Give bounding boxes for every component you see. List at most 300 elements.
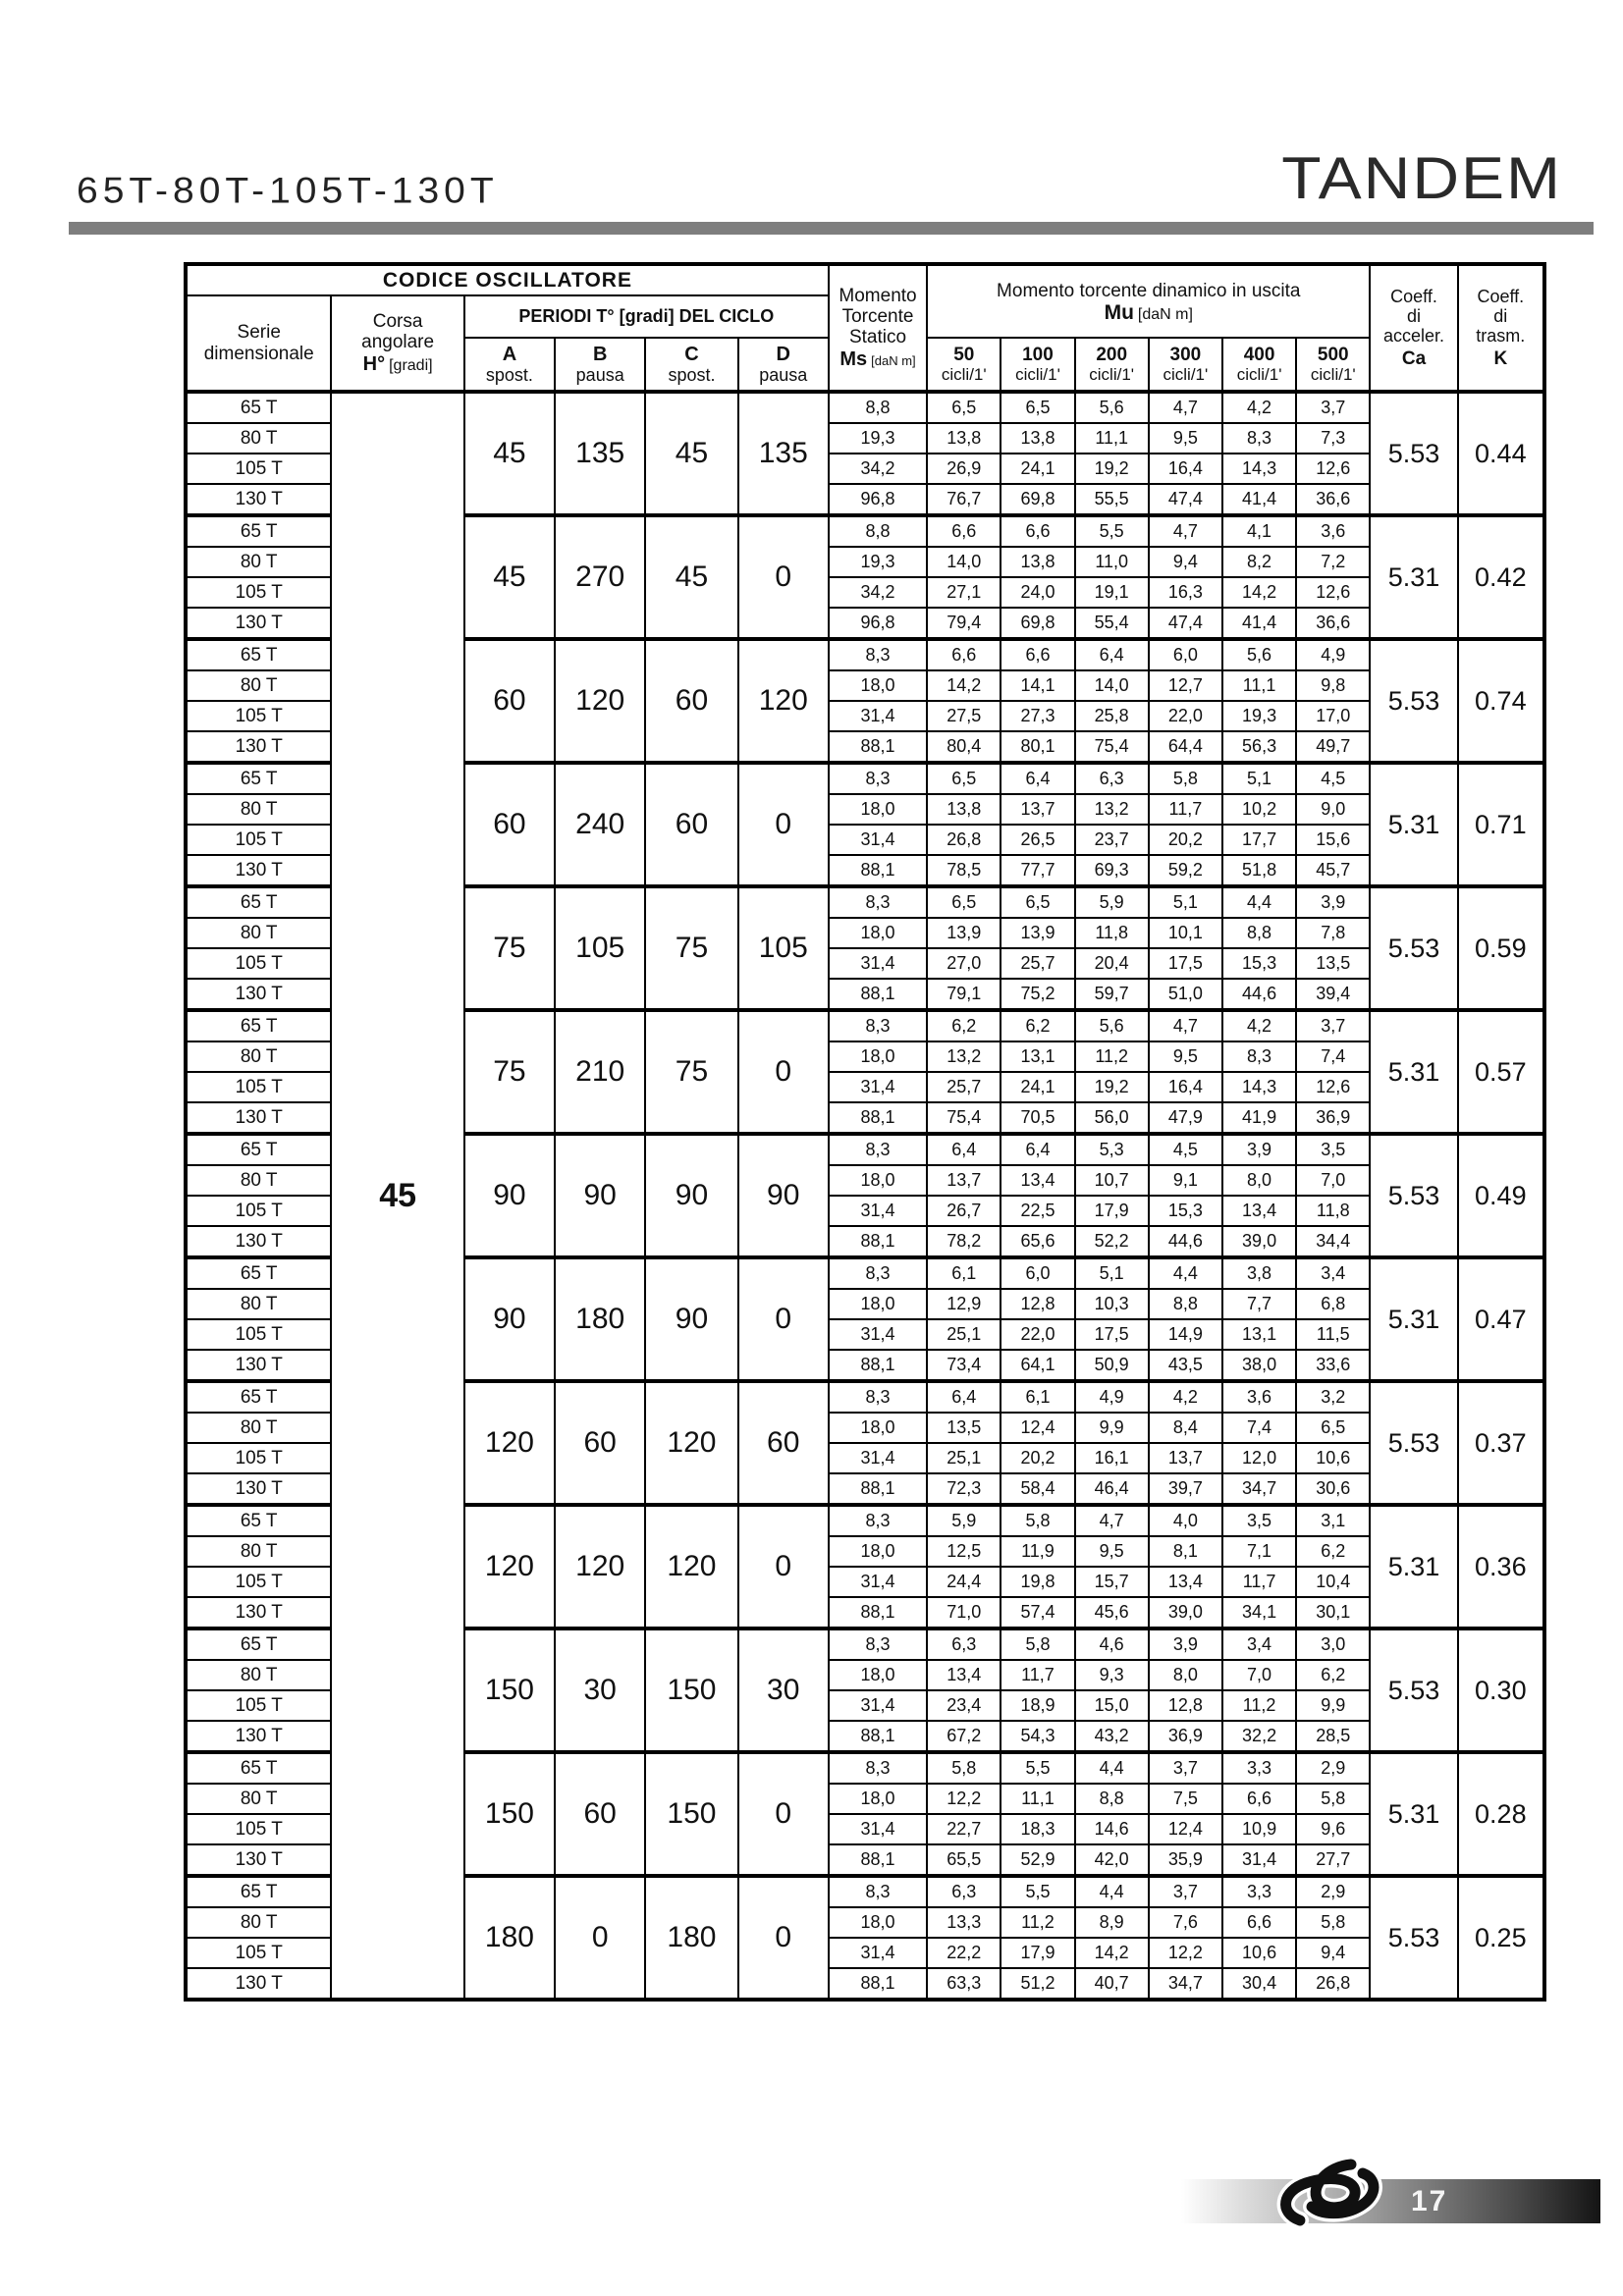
- mu-value: 13,5: [927, 1413, 1001, 1443]
- cicli-500-header: [1296, 338, 1370, 392]
- mu-value: 18,3: [1001, 1814, 1074, 1844]
- mu-value: 13,1: [1001, 1041, 1074, 1072]
- mu-value: 5,5: [1001, 1876, 1074, 1907]
- mu-value: 7,1: [1222, 1536, 1296, 1567]
- mu-value: 3,4: [1296, 1257, 1370, 1289]
- mu-value: 18,9: [1001, 1690, 1074, 1721]
- ms-value: 88,1: [829, 731, 927, 763]
- mu-value: 4,5: [1149, 1134, 1222, 1165]
- mu-value: 42,0: [1075, 1844, 1149, 1876]
- ca-line-1: Coeff.: [1390, 287, 1437, 307]
- mu-value: 10,3: [1075, 1289, 1149, 1319]
- mu-value: 8,8: [1222, 918, 1296, 948]
- mu-value: 12,2: [927, 1784, 1001, 1814]
- mu-value: 17,5: [1075, 1319, 1149, 1350]
- mu-value: 3,5: [1296, 1134, 1370, 1165]
- mu-value: 16,3: [1149, 577, 1222, 608]
- period-a-value: 75: [464, 1010, 555, 1134]
- mu-value: 17,7: [1222, 825, 1296, 855]
- mu-value: 9,3: [1075, 1660, 1149, 1690]
- period-c-header: [645, 338, 737, 392]
- serie-label: 80 T: [186, 1413, 331, 1443]
- mu-value: 6,0: [1149, 639, 1222, 670]
- mu-value: 40,7: [1075, 1968, 1149, 2000]
- serie-label: 80 T: [186, 547, 331, 577]
- mu-value: 6,5: [927, 392, 1001, 423]
- k-line-2: di: [1493, 306, 1508, 327]
- ms-value: 8,3: [829, 1876, 927, 1907]
- mu-value: 44,6: [1222, 979, 1296, 1010]
- mu-value: 11,1: [1222, 670, 1296, 701]
- period-b-value: 60: [555, 1752, 645, 1876]
- mu-value: 27,7: [1296, 1844, 1370, 1876]
- k-value: 0.25: [1458, 1876, 1544, 2000]
- corsa-symbol-line: [362, 352, 433, 375]
- ms-line-1: Momento: [839, 285, 917, 306]
- ca-value: 5.53: [1370, 1876, 1457, 2000]
- mu-value: 19,3: [1222, 701, 1296, 731]
- mu-value: 13,4: [1222, 1196, 1296, 1226]
- mu-value: 4,9: [1075, 1381, 1149, 1413]
- ca-line-2: di: [1406, 306, 1421, 327]
- mu-value: 7,0: [1296, 1165, 1370, 1196]
- mu-symbol: Mu: [1104, 300, 1134, 324]
- mu-value: 9,5: [1149, 1041, 1222, 1072]
- serie-label: 65 T: [186, 1629, 331, 1660]
- period-b-value: 120: [555, 1505, 645, 1629]
- mu-value: 5,8: [1149, 763, 1222, 794]
- mu-value: 65,6: [1001, 1226, 1074, 1257]
- serie-label: 80 T: [186, 670, 331, 701]
- mu-value: 4,4: [1149, 1257, 1222, 1289]
- mu-value: 6,5: [1296, 1413, 1370, 1443]
- serie-label: 105 T: [186, 948, 331, 979]
- serie-label: 130 T: [186, 1350, 331, 1381]
- mu-value: 34,7: [1222, 1473, 1296, 1505]
- mu-value: 4,9: [1296, 639, 1370, 670]
- mu-value: 13,4: [1149, 1567, 1222, 1597]
- ms-value: 88,1: [829, 855, 927, 886]
- mu-value: 11,2: [1075, 1041, 1149, 1072]
- mu-value: 13,1: [1222, 1319, 1296, 1350]
- serie-label: 105 T: [186, 1072, 331, 1102]
- ca-value: 5.53: [1370, 886, 1457, 1010]
- mu-value: 9,8: [1296, 670, 1370, 701]
- period-a-value: 120: [464, 1505, 555, 1629]
- mu-value: 39,0: [1149, 1597, 1222, 1629]
- mu-value: 10,6: [1296, 1443, 1370, 1473]
- k-value: 0.59: [1458, 886, 1544, 1010]
- mu-value: 11,1: [1075, 423, 1149, 454]
- ms-value: 18,0: [829, 1165, 927, 1196]
- mu-value: 24,0: [1001, 577, 1074, 608]
- k-value: 0.28: [1458, 1752, 1544, 1876]
- mu-value: 19,2: [1075, 454, 1149, 484]
- serie-label: 105 T: [186, 1567, 331, 1597]
- mu-value: 22,7: [927, 1814, 1001, 1844]
- period-a-letter: A: [502, 343, 517, 365]
- period-d-value: 60: [738, 1381, 829, 1505]
- ms-value: 88,1: [829, 1844, 927, 1876]
- period-a-value: 60: [464, 639, 555, 763]
- k-value: 0.74: [1458, 639, 1544, 763]
- serie-label: 65 T: [186, 886, 331, 918]
- mu-value: 8,0: [1222, 1165, 1296, 1196]
- mu-value: 4,1: [1222, 515, 1296, 547]
- mu-value: 27,0: [927, 948, 1001, 979]
- cicli-100-sub: cicli/1': [1015, 365, 1060, 385]
- mu-value: 72,3: [927, 1473, 1001, 1505]
- mu-value: 8,9: [1075, 1907, 1149, 1938]
- period-d-value: 0: [738, 1257, 829, 1381]
- serie-label: 105 T: [186, 454, 331, 484]
- period-c-value: 45: [645, 515, 737, 639]
- mu-value: 5,8: [1296, 1784, 1370, 1814]
- mu-value: 6,5: [927, 763, 1001, 794]
- mu-value: 5,1: [1075, 1257, 1149, 1289]
- ms-value: 18,0: [829, 918, 927, 948]
- mu-value: 3,7: [1296, 1010, 1370, 1041]
- serie-label: 105 T: [186, 1443, 331, 1473]
- mu-value: 77,7: [1001, 855, 1074, 886]
- ms-value: 34,2: [829, 454, 927, 484]
- period-b-value: 90: [555, 1134, 645, 1257]
- serie-dimensionale-header: [186, 295, 331, 392]
- ms-value: 88,1: [829, 1968, 927, 2000]
- mu-value: 13,9: [1001, 918, 1074, 948]
- ms-value: 8,3: [829, 1381, 927, 1413]
- ms-value: 96,8: [829, 484, 927, 515]
- period-a-value: 90: [464, 1257, 555, 1381]
- mu-value: 14,6: [1075, 1814, 1149, 1844]
- mu-value: 5,6: [1075, 392, 1149, 423]
- k-line-1: Coeff.: [1477, 287, 1525, 307]
- mu-value: 39,7: [1149, 1473, 1222, 1505]
- mu-value: 6,2: [1001, 1010, 1074, 1041]
- ms-value: 8,3: [829, 1629, 927, 1660]
- mu-value: 39,4: [1296, 979, 1370, 1010]
- mu-value: 78,5: [927, 855, 1001, 886]
- mu-value: 19,1: [1075, 577, 1149, 608]
- corsa-angolare-header: [331, 295, 463, 392]
- mu-value: 30,4: [1222, 1968, 1296, 2000]
- serie-label: 105 T: [186, 701, 331, 731]
- period-c-value: 60: [645, 763, 737, 886]
- period-d-letter: D: [776, 343, 790, 365]
- mu-value: 69,8: [1001, 608, 1074, 639]
- model-range-title: 65T-80T-105T-130T: [77, 171, 499, 211]
- k-value: 0.30: [1458, 1629, 1544, 1752]
- mu-value: 6,3: [1075, 763, 1149, 794]
- header-rule: [69, 222, 1594, 235]
- mu-value: 76,7: [927, 484, 1001, 515]
- mu-value: 10,2: [1222, 794, 1296, 825]
- periodi-ciclo-header: PERIODI T° [gradi] DEL CICLO: [464, 295, 829, 338]
- mu-value: 15,0: [1075, 1690, 1149, 1721]
- mu-value: 6,4: [927, 1381, 1001, 1413]
- mu-value: 6,2: [927, 1010, 1001, 1041]
- serie-label: 105 T: [186, 1690, 331, 1721]
- mu-value: 16,1: [1075, 1443, 1149, 1473]
- period-a-value: 75: [464, 886, 555, 1010]
- ms-value: 8,3: [829, 1010, 927, 1041]
- mu-value: 8,3: [1222, 1041, 1296, 1072]
- mu-value: 9,9: [1075, 1413, 1149, 1443]
- mu-value: 8,8: [1149, 1289, 1222, 1319]
- serie-label: 130 T: [186, 484, 331, 515]
- period-a-value: 45: [464, 392, 555, 515]
- table-row: [186, 392, 1544, 423]
- mu-value: 57,4: [1001, 1597, 1074, 1629]
- mu-value: 35,9: [1149, 1844, 1222, 1876]
- mu-value: 13,2: [1075, 794, 1149, 825]
- mu-value: 69,8: [1001, 484, 1074, 515]
- mu-value: 47,9: [1149, 1102, 1222, 1134]
- period-d-header: [738, 338, 829, 392]
- mu-value: 58,4: [1001, 1473, 1074, 1505]
- mu-value: 3,8: [1222, 1257, 1296, 1289]
- ms-value: 8,8: [829, 515, 927, 547]
- mu-value: 14,0: [1075, 670, 1149, 701]
- ms-value: 31,4: [829, 1690, 927, 1721]
- mu-value: 23,7: [1075, 825, 1149, 855]
- mu-value: 4,7: [1149, 515, 1222, 547]
- mu-value: 3,6: [1296, 515, 1370, 547]
- ms-value: 88,1: [829, 979, 927, 1010]
- ca-value: 5.53: [1370, 1381, 1457, 1505]
- mu-value: 13,7: [927, 1165, 1001, 1196]
- ms-value: 18,0: [829, 1907, 927, 1938]
- period-a-header: [464, 338, 555, 392]
- serie-label: 80 T: [186, 1289, 331, 1319]
- period-c-value: 180: [645, 1876, 737, 2000]
- k-value: 0.49: [1458, 1134, 1544, 1257]
- mu-value: 5,8: [1001, 1505, 1074, 1536]
- mu-value: 26,8: [927, 825, 1001, 855]
- period-b-value: 105: [555, 886, 645, 1010]
- k-value: 0.42: [1458, 515, 1544, 639]
- period-a-value: 45: [464, 515, 555, 639]
- mu-value: 12,8: [1149, 1690, 1222, 1721]
- ms-value: 31,4: [829, 701, 927, 731]
- cicli-100-value: 100: [1022, 344, 1054, 365]
- serie-line-1: Serie: [237, 322, 281, 344]
- mu-value: 8,3: [1222, 423, 1296, 454]
- serie-label: 65 T: [186, 1505, 331, 1536]
- mu-value: 20,4: [1075, 948, 1149, 979]
- ms-value: 31,4: [829, 1196, 927, 1226]
- mu-value: 12,5: [927, 1536, 1001, 1567]
- mu-value: 50,9: [1075, 1350, 1149, 1381]
- serie-line-2: dimensionale: [203, 343, 314, 364]
- mu-value: 4,7: [1149, 1010, 1222, 1041]
- mu-value: 7,3: [1296, 423, 1370, 454]
- mu-value: 75,4: [927, 1102, 1001, 1134]
- serie-label: 130 T: [186, 1597, 331, 1629]
- ms-unit: [daN m]: [871, 352, 916, 368]
- period-c-value: 120: [645, 1381, 737, 1505]
- mu-value: 3,7: [1296, 392, 1370, 423]
- mu-value: 16,4: [1149, 1072, 1222, 1102]
- mu-value: 10,6: [1222, 1938, 1296, 1968]
- mu-value: 52,2: [1075, 1226, 1149, 1257]
- corsa-line-1: Corsa: [372, 311, 423, 333]
- ms-value: 18,0: [829, 1289, 927, 1319]
- mu-value: 79,4: [927, 608, 1001, 639]
- mu-value: 73,4: [927, 1350, 1001, 1381]
- ms-value: 8,3: [829, 1134, 927, 1165]
- mu-value: 5,3: [1075, 1134, 1149, 1165]
- serie-label: 65 T: [186, 1752, 331, 1784]
- mu-value: 52,9: [1001, 1844, 1074, 1876]
- mu-value: 6,4: [1001, 1134, 1074, 1165]
- mu-value: 25,8: [1075, 701, 1149, 731]
- mu-value: 3,3: [1222, 1876, 1296, 1907]
- codice-oscillatore-header: CODICE OSCILLATORE: [186, 264, 829, 295]
- cicli-500-value: 500: [1317, 344, 1349, 365]
- cicli-50-value: 50: [953, 344, 975, 365]
- mu-value: 12,0: [1222, 1443, 1296, 1473]
- serie-label: 65 T: [186, 1381, 331, 1413]
- mu-value: 8,0: [1149, 1660, 1222, 1690]
- serie-label: 80 T: [186, 1907, 331, 1938]
- serie-label: 130 T: [186, 1721, 331, 1752]
- period-a-value: 90: [464, 1134, 555, 1257]
- mu-value: 36,9: [1149, 1721, 1222, 1752]
- mu-value: 17,5: [1149, 948, 1222, 979]
- oscillator-data-table: [184, 262, 1546, 2002]
- momento-statico-header: [829, 264, 927, 392]
- mu-value: 30,6: [1296, 1473, 1370, 1505]
- mu-value: 3,7: [1149, 1876, 1222, 1907]
- mu-value: 44,6: [1149, 1226, 1222, 1257]
- ca-value: 5.31: [1370, 1257, 1457, 1381]
- mu-value: 26,8: [1296, 1968, 1370, 2000]
- mu-value: 55,5: [1075, 484, 1149, 515]
- ms-value: 18,0: [829, 794, 927, 825]
- ms-value: 34,2: [829, 577, 927, 608]
- mu-value: 4,2: [1222, 392, 1296, 423]
- mu-value: 4,7: [1149, 392, 1222, 423]
- mu-value: 3,0: [1296, 1629, 1370, 1660]
- ms-value: 8,8: [829, 392, 927, 423]
- mu-value: 6,1: [1001, 1381, 1074, 1413]
- mu-value: 6,3: [927, 1876, 1001, 1907]
- mu-value: 22,2: [927, 1938, 1001, 1968]
- mu-value: 6,6: [1001, 639, 1074, 670]
- mu-value: 5,9: [927, 1505, 1001, 1536]
- period-d-value: 105: [738, 886, 829, 1010]
- mu-value: 51,0: [1149, 979, 1222, 1010]
- period-b-header: [555, 338, 645, 392]
- mu-value: 11,0: [1075, 547, 1149, 577]
- mu-value: 4,4: [1075, 1752, 1149, 1784]
- mu-value: 6,6: [1001, 515, 1074, 547]
- corsa-angolare-value: 45: [331, 392, 463, 2000]
- mu-value: 6,1: [927, 1257, 1001, 1289]
- mu-value: 3,2: [1296, 1381, 1370, 1413]
- k-symbol: K: [1493, 347, 1508, 369]
- ms-value: 88,1: [829, 1226, 927, 1257]
- mu-value: 49,7: [1296, 731, 1370, 763]
- mu-value: 5,8: [927, 1752, 1001, 1784]
- ms-value: 19,3: [829, 423, 927, 454]
- mu-value: 75,2: [1001, 979, 1074, 1010]
- mu-value: 12,4: [1001, 1413, 1074, 1443]
- mu-value: 14,9: [1149, 1319, 1222, 1350]
- mu-value: 22,0: [1001, 1319, 1074, 1350]
- ms-value: 88,1: [829, 1473, 927, 1505]
- mu-value: 8,4: [1149, 1413, 1222, 1443]
- period-d-value: 0: [738, 1010, 829, 1134]
- serie-label: 80 T: [186, 1536, 331, 1567]
- mu-value: 10,1: [1149, 918, 1222, 948]
- ca-value: 5.31: [1370, 1752, 1457, 1876]
- mu-value: 34,4: [1296, 1226, 1370, 1257]
- mu-value: 6,4: [927, 1134, 1001, 1165]
- serie-label: 80 T: [186, 794, 331, 825]
- mu-value: 2,9: [1296, 1876, 1370, 1907]
- mu-value: 13,8: [1001, 547, 1074, 577]
- mu-value: 11,9: [1001, 1536, 1074, 1567]
- cicli-50-header: [927, 338, 1001, 392]
- mu-value: 6,5: [1001, 886, 1074, 918]
- mu-value: 41,4: [1222, 608, 1296, 639]
- mu-value: 6,8: [1296, 1289, 1370, 1319]
- ms-value: 18,0: [829, 670, 927, 701]
- ca-value: 5.31: [1370, 515, 1457, 639]
- mu-value: 25,1: [927, 1443, 1001, 1473]
- mu-value: 9,1: [1149, 1165, 1222, 1196]
- mu-value: 7,2: [1296, 547, 1370, 577]
- momento-dinamico-header: [927, 264, 1370, 338]
- ms-value: 8,3: [829, 886, 927, 918]
- mu-value: 11,1: [1001, 1784, 1074, 1814]
- serie-label: 130 T: [186, 979, 331, 1010]
- cicli-200-value: 200: [1096, 344, 1128, 365]
- mu-value: 13,2: [927, 1041, 1001, 1072]
- period-b-letter: B: [592, 343, 608, 365]
- mu-value: 14,1: [1001, 670, 1074, 701]
- mu-value: 22,5: [1001, 1196, 1074, 1226]
- period-c-value: 90: [645, 1257, 737, 1381]
- mu-value: 6,4: [1075, 639, 1149, 670]
- serie-label: 105 T: [186, 1814, 331, 1844]
- k-line-3: trasm.: [1476, 326, 1526, 347]
- mu-value: 9,6: [1296, 1814, 1370, 1844]
- mu-value: 32,2: [1222, 1721, 1296, 1752]
- mu-value: 11,5: [1296, 1319, 1370, 1350]
- mu-value: 9,4: [1296, 1938, 1370, 1968]
- ca-value: 5.53: [1370, 639, 1457, 763]
- cicli-300-header: [1149, 338, 1222, 392]
- period-c-value: 60: [645, 639, 737, 763]
- mu-value: 51,2: [1001, 1968, 1074, 2000]
- ms-value: 8,3: [829, 1505, 927, 1536]
- mu-value: 79,1: [927, 979, 1001, 1010]
- cicli-200-header: [1075, 338, 1149, 392]
- mu-value: 14,2: [927, 670, 1001, 701]
- period-d-value: 0: [738, 1876, 829, 2000]
- page-number: 17: [1411, 2185, 1448, 2217]
- mu-value: 36,6: [1296, 608, 1370, 639]
- mu-value: 3,5: [1222, 1505, 1296, 1536]
- mu-value: 56,3: [1222, 731, 1296, 763]
- mu-value: 9,5: [1149, 423, 1222, 454]
- period-c-value: 120: [645, 1505, 737, 1629]
- serie-label: 65 T: [186, 1876, 331, 1907]
- period-a-value: 60: [464, 763, 555, 886]
